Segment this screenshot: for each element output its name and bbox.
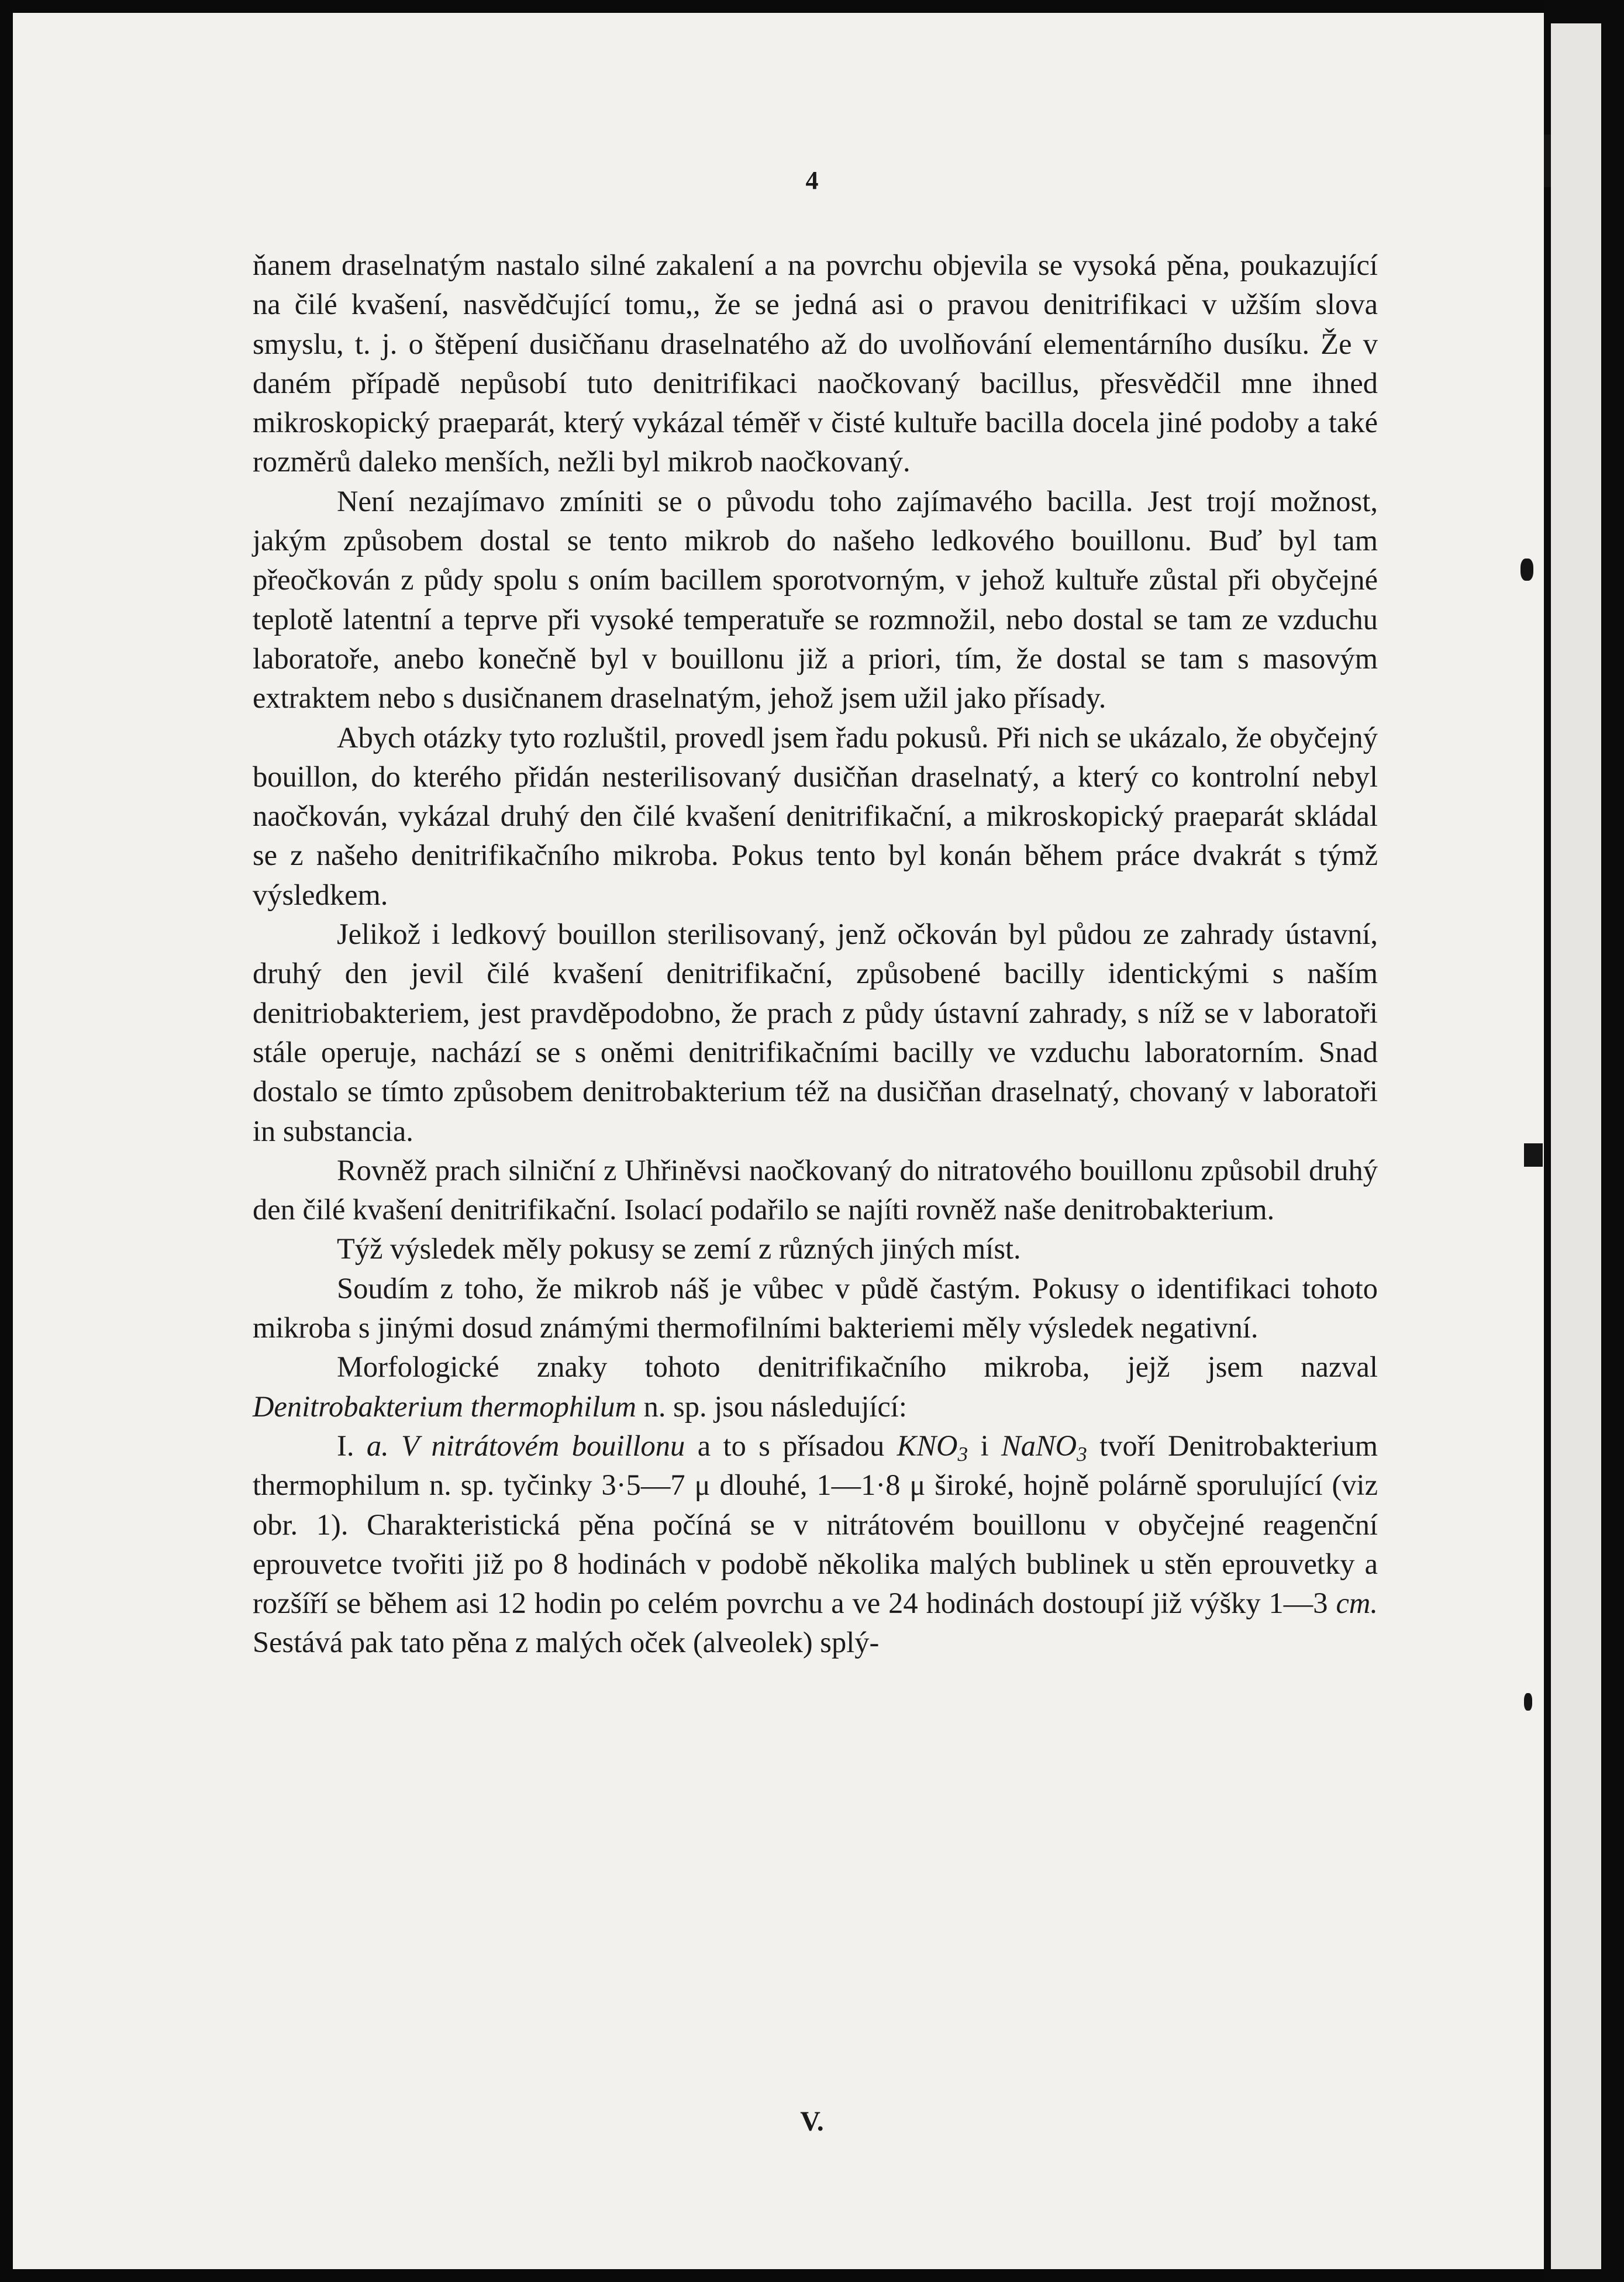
text-segment: a to s přísadou	[685, 1429, 897, 1462]
formula-main: NaNO	[1001, 1429, 1077, 1462]
text-segment: tvoří Denitrobakterium thermophilum n. sp. tyčinky 3·5—7 μ dlouhé, 1—1·8 μ široké, hojně polárně sporulující (viz obr. 1). Charakteristická pěna počíná se v nitrátovém bouillonu v obyčejné reagenční eprouvetce tvořiti již po 8 hodinách v podobě několika malých bublinek u stěn eprouvetky a rozšíří se během asi 12 hodin po celém povrchu a ve 24 hodinách dostoupí již výšky 1—3	[253, 1429, 1378, 1620]
text-segment: Sestává pak tato pěna z malých oček (alveolek) splý-	[253, 1626, 880, 1659]
body-text	[253, 246, 1378, 1663]
paragraph-6: Týž výsledek měly pokusy se zemí z různých jiných míst.	[337, 1232, 1021, 1266]
section-label: I.	[337, 1429, 354, 1462]
unit-cm: cm.	[1336, 1587, 1378, 1620]
edge-mark	[1524, 1143, 1543, 1167]
paragraph-9	[253, 1426, 1378, 1663]
text-segment: i	[968, 1429, 1002, 1462]
adjacent-page-edge	[1551, 23, 1601, 2269]
printer-signature-mark: V.	[800, 2106, 824, 2137]
paragraph-3: Abych otázky tyto rozluštil, provedl jsem řadu pokusů. Při nich se ukázalo, že obyčejný bouillon, do kterého přidán nesterilisovaný dusičňan draselnatý, a který co kontrolní nebyl naočkován, vykázal druhý den čilé kvašení denitrifikační, a mikroskopický praeparát skládal se z našeho denitrifikačního mikroba. Pokus tento byl konán během práce dvakrát s týmž výsledkem.	[253, 721, 1378, 911]
paragraph-8-end: n. sp. jsou následující:	[636, 1390, 907, 1423]
section-heading: a. V nitrátovém bouillonu	[366, 1429, 685, 1462]
formula-main: KNO	[897, 1429, 958, 1462]
formula-nano3	[1001, 1429, 1087, 1466]
formula-subscript: 3	[1077, 1442, 1087, 1466]
formula-kno3	[897, 1429, 968, 1466]
paragraph-2: Není nezajímavo zmíniti se o původu toho zajímavého bacilla. Jest trojí možnost, jakým způsobem dostal se tento mikrob do našeho ledkového bouillonu. Buď byl tam přeočkován z půdy spolu s oním bacillem sporotvorným, v jehož kultuře zůstal při obyčejné teplotě latentní a teprve při vysoké temperatuře se rozmnožil, nebo dostal se tam ze vzduchu laboratoře, anebo konečně byl v bouillonu již a priori, tím, že dostal se tam s masovým extraktem nebo s dusičnanem draselnatým, jehož jsem užil jako přísady.	[253, 484, 1378, 715]
paragraph-8-start: Morfologické znaky tohoto denitrifikačního mikroba, jejž jsem nazval	[337, 1350, 1378, 1384]
page-number: 4	[805, 166, 819, 195]
paragraph-4: Jelikož i ledkový bouillon sterilisovaný, jenž očkován byl půdou ze zahrady ústavní, druhý den jevil čilé kvašení denitrifikační, způsobené bacilly identickými s naším denitriobakteriem, jest pravděpodobno, že prach z půdy ústavní zahrady, s níž se v laboratoři stále operuje, nachází se s oněmi denitrifikačními bacilly ve vzduchu laboratorním. Snad dostalo se tímto způsobem denitrobakterium též na dusičňan draselnatý, chovaný v laboratoři in substancia.	[253, 918, 1378, 1147]
edge-mark	[1524, 1693, 1532, 1711]
paragraph-1: ňanem draselnatým nastalo silné zakalení a na povrchu objevila se vysoká pěna, poukazující na čilé kvašení, nasvědčující tomu,, že se jedná asi o pravou denitrifikaci v užším slova smyslu, t. j. o štěpení dusičňanu draselnatého až do uvolňování elementárního dusíku. Že v daném případě nepůsobí tuto denitrifikaci naočkovaný bacillus, přesvědčil mne ihned mikroskopický praeparát, který vykázal téměř v čisté kultuře bacilla docela jiné podoby a také rozměrů daleko menších, nežli byl mikrob naočkovaný.	[253, 249, 1378, 478]
paragraph-7: Soudím z toho, že mikrob náš je vůbec v půdě častým. Pokusy o identifikaci tohoto mikroba s jinými dosud známými thermofilními bakteriemi měly výsledek negativní.	[253, 1271, 1378, 1345]
formula-subscript: 3	[957, 1442, 968, 1466]
paragraph-8	[253, 1347, 1378, 1426]
edge-mark	[1520, 559, 1533, 581]
paragraph-5: Rovněž prach silniční z Uhřiněvsi naočkovaný do nitratového bouillonu způsobil druhý den čilé kvašení denitrifikační. Isolací podařilo se najíti rovněž naše denitrobakterium.	[253, 1153, 1378, 1226]
species-name: Denitrobakterium thermophilum	[253, 1390, 636, 1423]
